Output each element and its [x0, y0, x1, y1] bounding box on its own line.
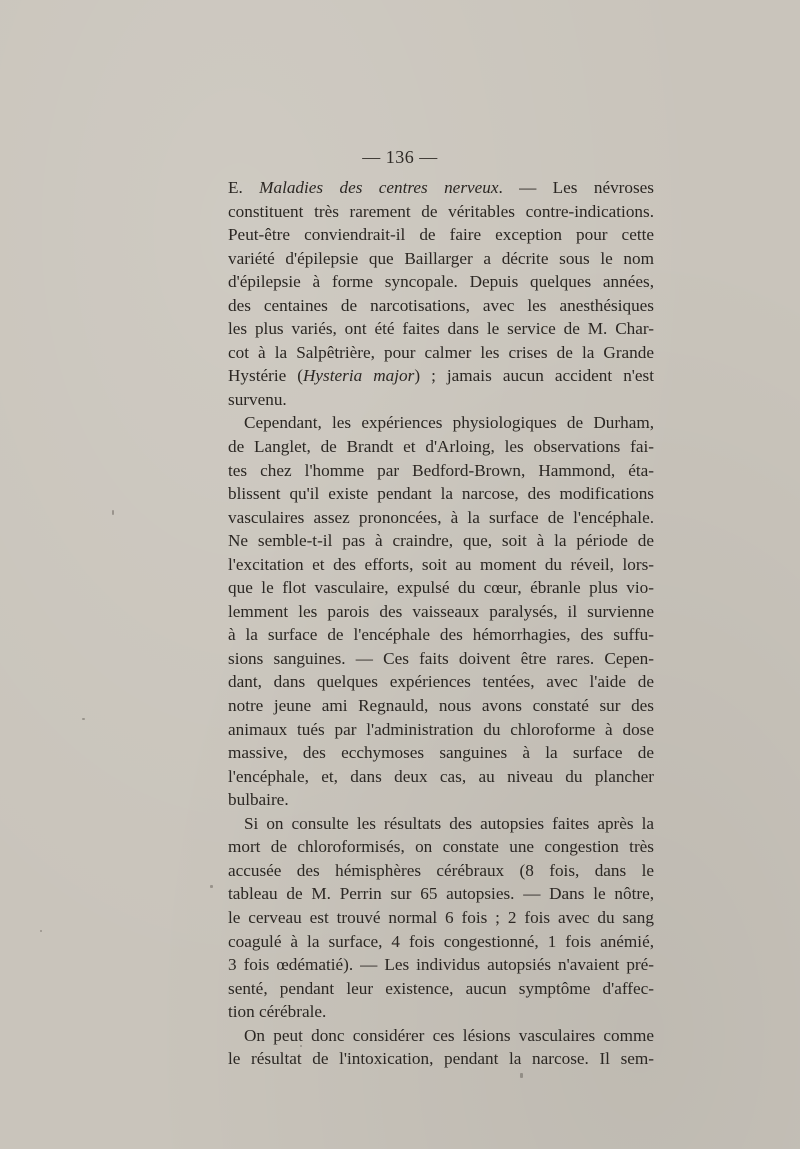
text-line: constituent très rarement de véritables contre-indications.	[228, 201, 654, 221]
line-text: E. Maladies des centres nerveux. — Les névroses	[228, 178, 654, 197]
text-line: variété d'épilepsie que Baillarger a décrite sous le nom	[228, 248, 654, 268]
text-line: le cerveau est trouvé normal 6 fois ; 2 fois avec du sang	[228, 907, 654, 927]
text-line: senté, pendant leur existence, aucun symptôme d'affec-	[228, 978, 654, 998]
text-line: de Langlet, de Brandt et d'Arloing, les observations fai-	[228, 437, 654, 457]
text-line: lemment les parois des vaisseaux paralysés, il survienne	[228, 601, 654, 621]
text-line: On peut donc considérer ces lésions vasculaires comme	[244, 1025, 654, 1045]
paper-speck	[112, 510, 114, 515]
text-line	[228, 176, 654, 200]
text-line: Si on consulte les résultats des autopsies faites après la	[244, 813, 654, 833]
text-line: notre jeune ami Regnauld, nous avons constaté sur des	[228, 696, 654, 716]
text-line: animaux tués par l'administration du chloroforme à dose	[228, 719, 654, 739]
text-line: tes chez l'homme par Bedford-Brown, Hammond, éta-	[228, 460, 654, 480]
text-line: blissent qu'il existe pendant la narcose, des modifications	[228, 484, 654, 504]
text-line: sions sanguines. — Ces faits doivent être rares. Cepen-	[228, 648, 654, 668]
body-text	[228, 176, 654, 1071]
text-line: survenu.	[228, 389, 287, 409]
text-line: d'épilepsie à forme syncopale. Depuis quelques années,	[228, 272, 654, 292]
italic-phrase: Hysteria major	[303, 366, 415, 386]
text-line: tableau de M. Perrin sur 65 autopsies. — Dans le nôtre,	[228, 884, 654, 904]
italic-phrase: Maladies des centres nerveux	[259, 178, 499, 197]
text-line: l'encéphale, et, dans deux cas, au niveau du plancher	[228, 766, 654, 786]
text-line: Cependant, les expériences physiologiques de Durham,	[244, 413, 654, 433]
text-line: vasculaires assez prononcées, à la surface de l'encéphale.	[228, 507, 654, 527]
paper-speck	[300, 1045, 302, 1047]
text-line: à la surface de l'encéphale des hémorrhagies, des suffu-	[228, 625, 654, 645]
text-line: l'excitation et des efforts, soit au moment du réveil, lors-	[228, 554, 654, 574]
text-line: des centaines de narcotisations, avec les anesthésiques	[228, 295, 654, 315]
paper-speck	[210, 885, 213, 888]
paper-speck	[40, 930, 42, 932]
paper-speck	[520, 1073, 523, 1078]
text-line: coagulé à la surface, 4 fois congestionné, 1 fois anémié,	[228, 931, 654, 951]
page-number: — 136 —	[362, 147, 438, 167]
text-line: les plus variés, ont été faites dans le service de M. Char-	[228, 319, 654, 339]
paper-speck	[82, 718, 85, 720]
text-line: Ne semble-t-il pas à craindre, que, soit à la période de	[228, 531, 654, 551]
text-line: tion cérébrale.	[228, 1002, 327, 1022]
text-line: que le flot vasculaire, expulsé du cœur, ébranle plus vio-	[228, 578, 654, 598]
text-line: accusée des hémisphères cérébraux (8 fois, dans le	[228, 860, 654, 880]
text-line: Peut-être conviendrait-il de faire exception pour cette	[228, 225, 654, 245]
text-line: mort de chloroformisés, on constate une congestion très	[228, 837, 654, 857]
text-line: massive, des ecchymoses sanguines à la surface de	[228, 743, 654, 763]
text-line: bulbaire.	[228, 790, 289, 810]
text-line: Hystérie (Hysteria major) ; jamais aucun accident n'est	[228, 366, 654, 386]
text-line: cot à la Salpêtrière, pour calmer les crises de la Grande	[228, 342, 654, 362]
text-line: dant, dans quelques expériences tentées, avec l'aide de	[228, 672, 654, 692]
text-line: 3 fois œdématié). — Les individus autopsiés n'avaient pré-	[228, 955, 654, 975]
text-line: le résultat de l'intoxication, pendant la narcose. Il sem-	[228, 1049, 654, 1069]
